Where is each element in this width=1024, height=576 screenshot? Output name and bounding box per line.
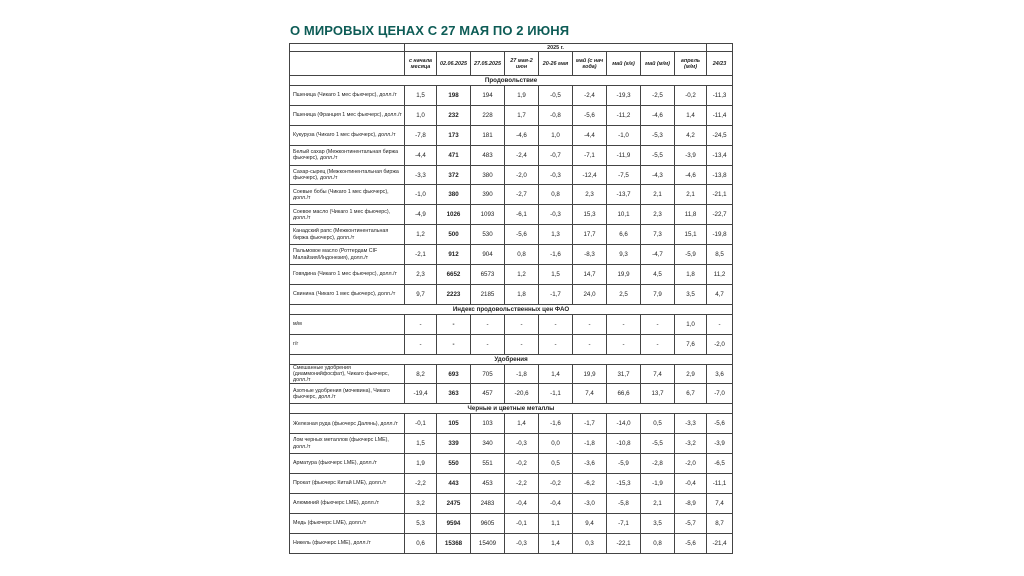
table-cell: 500 (437, 225, 471, 245)
table-cell: - (641, 314, 675, 334)
year-header: 2025 г. (405, 44, 707, 52)
table-cell: 1,9 (505, 86, 539, 106)
table-cell: -4,6 (641, 105, 675, 125)
table-cell: 8,2 (405, 364, 437, 384)
table-cell: -1,1 (539, 384, 573, 404)
table-row (290, 493, 733, 513)
table-cell: - (707, 314, 733, 334)
table-cell: - (437, 334, 471, 354)
table-row (290, 284, 733, 304)
section-title: Удобрения (290, 354, 733, 364)
section-title: Продовольствие (290, 76, 733, 86)
table-cell: 15,1 (675, 225, 707, 245)
table-cell: -8,9 (675, 493, 707, 513)
table-cell: -24,5 (707, 125, 733, 145)
table-cell: -2,8 (641, 454, 675, 474)
table-cell: 173 (437, 125, 471, 145)
table-row (290, 165, 733, 185)
table-cell: 1,0 (539, 125, 573, 145)
table-cell: 471 (437, 145, 471, 165)
row-label: Никель (фьючерс LME), долл./т (290, 533, 405, 553)
row-label: Смешанные удобрения (диаммонийфосфат), Чикаго фьючерс, долл./т (290, 364, 405, 384)
table-cell: -7,1 (607, 513, 641, 533)
table-cell: - (573, 334, 607, 354)
table-cell: -3,9 (675, 145, 707, 165)
table-cell: -13,4 (707, 145, 733, 165)
table-cell: 904 (471, 245, 505, 265)
table-cell: 912 (437, 245, 471, 265)
table-cell: -5,8 (607, 493, 641, 513)
table-cell: -11,3 (707, 86, 733, 106)
table-cell: 105 (437, 414, 471, 434)
row-label: Канадский рапс (Межконтинентальная биржа фьючерс), долл./т (290, 225, 405, 245)
table-cell: -2,5 (641, 86, 675, 106)
table-cell: - (505, 314, 539, 334)
table-row (290, 384, 733, 404)
table-cell: 380 (471, 165, 505, 185)
table-cell: -11,4 (707, 105, 733, 125)
table-cell: -3,9 (707, 434, 733, 454)
table-cell: 339 (437, 434, 471, 454)
table-cell: 228 (471, 105, 505, 125)
table-cell: -0,2 (675, 86, 707, 106)
table-cell: 103 (471, 414, 505, 434)
table-cell: -4,4 (405, 145, 437, 165)
table-row (290, 145, 733, 165)
table-cell: 2483 (471, 493, 505, 513)
table-cell: -1,8 (505, 364, 539, 384)
table-cell: 1,9 (405, 454, 437, 474)
table-cell: 0,8 (641, 533, 675, 553)
column-header: с начала месяца (405, 52, 437, 76)
table-cell: 6,7 (675, 384, 707, 404)
section-header-row (290, 404, 733, 414)
table-cell: -7,5 (607, 165, 641, 185)
table-cell: -5,7 (675, 513, 707, 533)
table-cell: -11,2 (607, 105, 641, 125)
row-label: Алюминий (фьючерс LME), долл./т (290, 493, 405, 513)
table-cell: -2,4 (573, 86, 607, 106)
row-label: Прокат (фьючерс Китай LME), долл./т (290, 474, 405, 494)
table-row (290, 205, 733, 225)
column-header: май (г/г) (607, 52, 641, 76)
table-cell: -1,0 (405, 185, 437, 205)
table-cell: -7,8 (405, 125, 437, 145)
table-cell: 15,3 (573, 205, 607, 225)
table-cell: -7,1 (573, 145, 607, 165)
table-cell: 7,9 (641, 284, 675, 304)
table-cell: 7,4 (573, 384, 607, 404)
table-cell: -19,8 (707, 225, 733, 245)
table-cell: -19,3 (607, 86, 641, 106)
table-cell: 1,4 (539, 533, 573, 553)
table-cell: -5,6 (505, 225, 539, 245)
table-cell: 1,5 (405, 434, 437, 454)
table-cell: -14,0 (607, 414, 641, 434)
table-cell: -0,4 (539, 493, 573, 513)
table-cell: 66,6 (607, 384, 641, 404)
table-cell: - (471, 334, 505, 354)
section-header-row (290, 76, 733, 86)
table-cell: 363 (437, 384, 471, 404)
table-cell: 19,9 (607, 265, 641, 285)
table-cell: -22,7 (707, 205, 733, 225)
table-cell: -7,0 (707, 384, 733, 404)
section-title: Индекс продовольственных цен ФАО (290, 304, 733, 314)
table-cell: 8,5 (707, 245, 733, 265)
table-cell: 0,5 (539, 454, 573, 474)
table-row (290, 474, 733, 494)
table-cell: -3,6 (573, 454, 607, 474)
table-cell: 31,7 (607, 364, 641, 384)
table-cell: 24,0 (573, 284, 607, 304)
table-cell: 9,4 (573, 513, 607, 533)
table-cell: - (607, 314, 641, 334)
table-cell: -5,9 (607, 454, 641, 474)
table-cell: -2,0 (707, 334, 733, 354)
table-cell: -1,9 (641, 474, 675, 494)
table-cell: 4,2 (675, 125, 707, 145)
table-cell: -11,9 (607, 145, 641, 165)
table-cell: -1,0 (607, 125, 641, 145)
table-cell: -2,0 (675, 454, 707, 474)
table-cell: - (539, 314, 573, 334)
column-header: май (с нач года) (573, 52, 607, 76)
table-cell: -4,9 (405, 205, 437, 225)
table-cell: 1,8 (505, 284, 539, 304)
table-cell: 194 (471, 86, 505, 106)
table-cell: - (573, 314, 607, 334)
table-cell: 6573 (471, 265, 505, 285)
table-cell: 705 (471, 364, 505, 384)
row-label: Соевые бобы (Чикаго 1 мес фьючерс), долл./т (290, 185, 405, 205)
table-cell: 198 (437, 86, 471, 106)
table-cell: -0,4 (675, 474, 707, 494)
table-row (290, 265, 733, 285)
table-row (290, 314, 733, 334)
table-cell: -0,4 (505, 493, 539, 513)
table-cell: 11,2 (707, 265, 733, 285)
table-cell: -5,5 (641, 145, 675, 165)
table-cell: -6,5 (707, 454, 733, 474)
row-label: Соевое масло (Чикаго 1 мес фьючерс), долл./т (290, 205, 405, 225)
table-cell: -5,6 (675, 533, 707, 553)
table-cell: 7,3 (641, 225, 675, 245)
table-cell: 5,3 (405, 513, 437, 533)
table-cell: -0,3 (505, 533, 539, 553)
table-cell: -3,0 (573, 493, 607, 513)
table-cell: - (607, 334, 641, 354)
table-body (290, 76, 733, 554)
table-cell: -20,6 (505, 384, 539, 404)
table-cell: -4,7 (641, 245, 675, 265)
table-row (290, 364, 733, 384)
table-cell: 0,6 (405, 533, 437, 553)
table-cell: 443 (437, 474, 471, 494)
table-cell: -0,8 (539, 105, 573, 125)
table-cell: 390 (471, 185, 505, 205)
table-cell: 9605 (471, 513, 505, 533)
table-cell: 2,9 (675, 364, 707, 384)
table-row (290, 225, 733, 245)
table-cell: -6,2 (573, 474, 607, 494)
table-cell: -4,6 (675, 165, 707, 185)
table-cell: -2,0 (505, 165, 539, 185)
table-cell: -0,3 (505, 434, 539, 454)
table-cell: 551 (471, 454, 505, 474)
table-cell: 380 (437, 185, 471, 205)
table-cell: - (471, 314, 505, 334)
table-cell: -1,7 (539, 284, 573, 304)
table-cell: 453 (471, 474, 505, 494)
row-label: Азотные удобрения (мочевина), Чикаго фьючерс, долл./т (290, 384, 405, 404)
table-cell: 2,1 (675, 185, 707, 205)
table-row (290, 414, 733, 434)
table-cell: 1,0 (675, 314, 707, 334)
table-cell: 14,7 (573, 265, 607, 285)
table-cell: 2,1 (641, 493, 675, 513)
table-cell: 3,5 (641, 513, 675, 533)
table-cell: 340 (471, 434, 505, 454)
table-cell: 15409 (471, 533, 505, 553)
table-cell: -22,1 (607, 533, 641, 553)
table-cell: 530 (471, 225, 505, 245)
row-label: Свинина (Чикаго 1 мес фьючерс), долл./т (290, 284, 405, 304)
row-label: Кукуруза (Чикаго 1 мес фьючерс), долл./т (290, 125, 405, 145)
table-cell: 7,4 (707, 493, 733, 513)
table-row (290, 86, 733, 106)
column-header: 27.05.2025 (471, 52, 505, 76)
table-cell: 1,0 (405, 105, 437, 125)
table-cell: 550 (437, 454, 471, 474)
table-cell: 9594 (437, 513, 471, 533)
table-cell: 1,4 (505, 414, 539, 434)
table-cell: 15368 (437, 533, 471, 553)
table-cell: 2185 (471, 284, 505, 304)
table-cell: -1,8 (573, 434, 607, 454)
column-header: апрель (м/м) (675, 52, 707, 76)
row-label: Белый сахар (Межконтинентальная биржа фьючерс), долл./т (290, 145, 405, 165)
table-cell: 3,6 (707, 364, 733, 384)
table-cell: 2,1 (641, 185, 675, 205)
table-cell: -3,2 (675, 434, 707, 454)
table-cell: 232 (437, 105, 471, 125)
table-cell: 2475 (437, 493, 471, 513)
table-cell: -5,5 (641, 434, 675, 454)
table-cell: 1,5 (539, 265, 573, 285)
row-label: Сахар-сырец (Межконтинентальная биржа фьючерс), долл./т (290, 165, 405, 185)
table-cell: 3,2 (405, 493, 437, 513)
table-cell: -5,6 (707, 414, 733, 434)
row-label: Медь (фьючерс LME), долл./т (290, 513, 405, 533)
table-cell: 3,5 (675, 284, 707, 304)
table-cell: -1,6 (539, 245, 573, 265)
table-cell: 8,7 (707, 513, 733, 533)
table-row (290, 434, 733, 454)
table-cell: -11,1 (707, 474, 733, 494)
table-cell: 10,1 (607, 205, 641, 225)
table-cell: -4,4 (573, 125, 607, 145)
table-cell: -5,3 (641, 125, 675, 145)
table-cell: - (405, 314, 437, 334)
table-cell: -6,1 (505, 205, 539, 225)
row-label: Пшеница (Чикаго 1 мес фьючерс), долл./т (290, 86, 405, 106)
table-cell: -21,1 (707, 185, 733, 205)
row-label: Говядина (Чикаго 1 мес фьючерс), долл./т (290, 265, 405, 285)
table-cell: -13,7 (607, 185, 641, 205)
table-cell: 19,9 (573, 364, 607, 384)
table-row (290, 513, 733, 533)
row-label: Пальмовое масло (Роттердам CIF Малайзия/Индонезия), долл./т (290, 245, 405, 265)
row-label: Арматура (фьючерс LME), долл./т (290, 454, 405, 474)
table-cell: 0,8 (539, 185, 573, 205)
table-cell: 1,4 (675, 105, 707, 125)
table-cell: 1093 (471, 205, 505, 225)
table-cell: 693 (437, 364, 471, 384)
table-cell: 2223 (437, 284, 471, 304)
row-label: г/г (290, 334, 405, 354)
table-row (290, 334, 733, 354)
price-table (289, 43, 733, 554)
table-cell: -2,2 (405, 474, 437, 494)
table-cell: 9,7 (405, 284, 437, 304)
column-header: 20-26 мая (539, 52, 573, 76)
table-cell: -21,4 (707, 533, 733, 553)
table-cell: 0,0 (539, 434, 573, 454)
table-cell: 1,2 (405, 225, 437, 245)
table-cell: 4,5 (641, 265, 675, 285)
table-cell: -12,4 (573, 165, 607, 185)
table-cell: -8,3 (573, 245, 607, 265)
table-cell: -0,7 (539, 145, 573, 165)
table-cell: 1,7 (505, 105, 539, 125)
section-header-row (290, 304, 733, 314)
table-cell: -0,3 (539, 205, 573, 225)
table-cell: 1,5 (405, 86, 437, 106)
table-cell: -19,4 (405, 384, 437, 404)
table-cell: -1,7 (573, 414, 607, 434)
table-row (290, 185, 733, 205)
column-header: май (м/м) (641, 52, 675, 76)
table-cell: - (405, 334, 437, 354)
table-cell: -5,6 (573, 105, 607, 125)
table-cell: -0,1 (505, 513, 539, 533)
table-cell: -4,6 (505, 125, 539, 145)
table-row (290, 245, 733, 265)
table-cell: 4,7 (707, 284, 733, 304)
table-cell: 1,1 (539, 513, 573, 533)
table-cell: 11,8 (675, 205, 707, 225)
table-cell: -4,3 (641, 165, 675, 185)
section-header-row (290, 354, 733, 364)
table-cell: 7,6 (675, 334, 707, 354)
table-cell: -0,1 (405, 414, 437, 434)
table-cell: - (539, 334, 573, 354)
table-cell: 2,5 (607, 284, 641, 304)
table-cell: -0,3 (539, 165, 573, 185)
table-cell: -13,8 (707, 165, 733, 185)
column-header: 24/23 (707, 52, 733, 76)
column-header: 02.06.2025 (437, 52, 471, 76)
page-title: О МИРОВЫХ ЦЕНАХ С 27 МАЯ ПО 2 ИЮНЯ (290, 23, 570, 38)
table-row (290, 125, 733, 145)
table-cell: 372 (437, 165, 471, 185)
table-cell: -2,7 (505, 185, 539, 205)
table-cell: - (505, 334, 539, 354)
table-cell: 0,5 (641, 414, 675, 434)
table-cell: 457 (471, 384, 505, 404)
table-cell: -0,2 (539, 474, 573, 494)
table-row (290, 105, 733, 125)
table-cell: 1026 (437, 205, 471, 225)
table-cell: 2,3 (573, 185, 607, 205)
table-cell: 1,4 (539, 364, 573, 384)
table-cell: -3,3 (675, 414, 707, 434)
table-cell: 1,8 (675, 265, 707, 285)
table-cell: 6,6 (607, 225, 641, 245)
table-cell: - (437, 314, 471, 334)
table-cell: -2,4 (505, 145, 539, 165)
row-label: Пшеница (Франция 1 мес фьючерс), долл./т (290, 105, 405, 125)
row-label: м/м (290, 314, 405, 334)
table-cell: 1,3 (539, 225, 573, 245)
table-cell: 9,3 (607, 245, 641, 265)
table-cell: 181 (471, 125, 505, 145)
table-cell: 6652 (437, 265, 471, 285)
table-cell: 0,8 (505, 245, 539, 265)
table-cell: 2,3 (641, 205, 675, 225)
column-header: 27 мая-2 июн (505, 52, 539, 76)
table-cell: 0,3 (573, 533, 607, 553)
table-cell: -10,8 (607, 434, 641, 454)
table-cell: 17,7 (573, 225, 607, 245)
table-head (290, 44, 733, 76)
table-cell: -0,5 (539, 86, 573, 106)
table-cell: -15,3 (607, 474, 641, 494)
table-cell: -0,2 (505, 454, 539, 474)
table-cell: 7,4 (641, 364, 675, 384)
table-cell: -5,9 (675, 245, 707, 265)
table-cell: -1,6 (539, 414, 573, 434)
section-title: Черные и цветные металлы (290, 404, 733, 414)
table-cell: 2,3 (405, 265, 437, 285)
table-cell: 13,7 (641, 384, 675, 404)
row-label: Железная руда (фьючерс Далянь), долл./т (290, 414, 405, 434)
table-cell: -2,1 (405, 245, 437, 265)
table-cell: - (641, 334, 675, 354)
table-cell: 483 (471, 145, 505, 165)
table-row (290, 533, 733, 553)
table-row (290, 454, 733, 474)
row-label: Лом черных металлов (фьючерс LME), долл./т (290, 434, 405, 454)
table-cell: 1,2 (505, 265, 539, 285)
table-cell: -2,2 (505, 474, 539, 494)
table-cell: -3,3 (405, 165, 437, 185)
